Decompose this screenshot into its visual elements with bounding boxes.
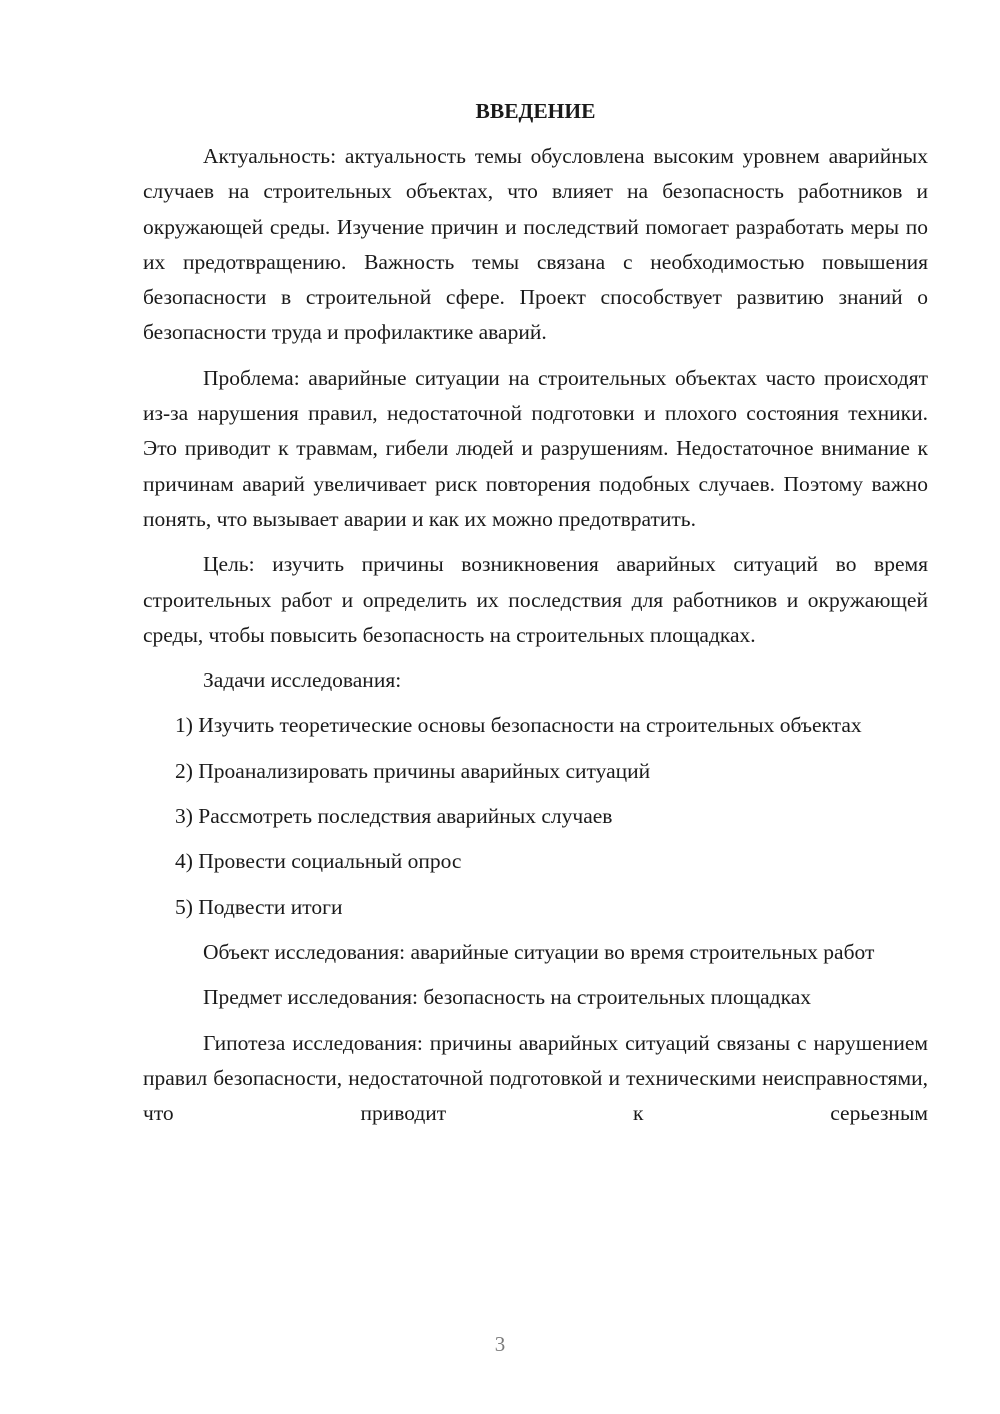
subject-paragraph: Предмет исследования: безопасность на строительных площадках <box>203 985 812 1010</box>
hypothesis-paragraph: Гипотеза исследования: причины аварийных ситуаций связаны с нарушением правил безопасности, недостаточной подготовкой и техническими неисправностями, что приводит к серьезным <box>143 1030 928 1126</box>
document-body <box>143 94 928 1141</box>
page-number: 3 <box>494 1332 506 1356</box>
tasks-title: Задачи исследования: <box>203 668 402 693</box>
task-item-4: 4) Провести социальный опрос <box>175 849 462 874</box>
task-item-5: 5) Подвести итоги <box>175 894 343 919</box>
goal-paragraph: Цель: изучить причины возникновения аварийных ситуаций во время строительных работ и определить их последствия для работников и окружающей среды, чтобы повысить безопасность на строительных площадках. <box>143 552 928 647</box>
problem-paragraph: Проблема: аварийные ситуации на строительных объектах часто происходят из-за нарушения правил, недостаточной подготовки и плохого состояния техники. Это приводит к травмам, гибели людей и разрушениям. Недостаточное внимание к причинам аварий увеличивает риск повторения подобных случаев. Поэтому важно понять, что вызывает аварии и как их можно предотвратить. <box>143 365 928 531</box>
task-item-1: 1) Изучить теоретические основы безопасности на строительных объектах <box>175 713 862 738</box>
relevance-paragraph: Актуальность: актуальность темы обусловлена высоким уровнем аварийных случаев на строительных объектах, что влияет на безопасность работников и окружающей среды. Изучение причин и последствий помогает разработать меры по их предотвращению. Важность темы связана с необходимостью повышения безопасности в строительной сфере. Проект способствует развитию знаний о безопасности труда и профилактике аварий. <box>143 144 928 345</box>
object-paragraph: Объект исследования: аварийные ситуации во время строительных работ <box>203 939 875 964</box>
task-item-2: 2) Проанализировать причины аварийных ситуаций <box>175 758 651 783</box>
section-heading: ВВЕДЕНИЕ <box>475 99 596 123</box>
task-item-3: 3) Рассмотреть последствия аварийных случаев <box>175 804 613 829</box>
